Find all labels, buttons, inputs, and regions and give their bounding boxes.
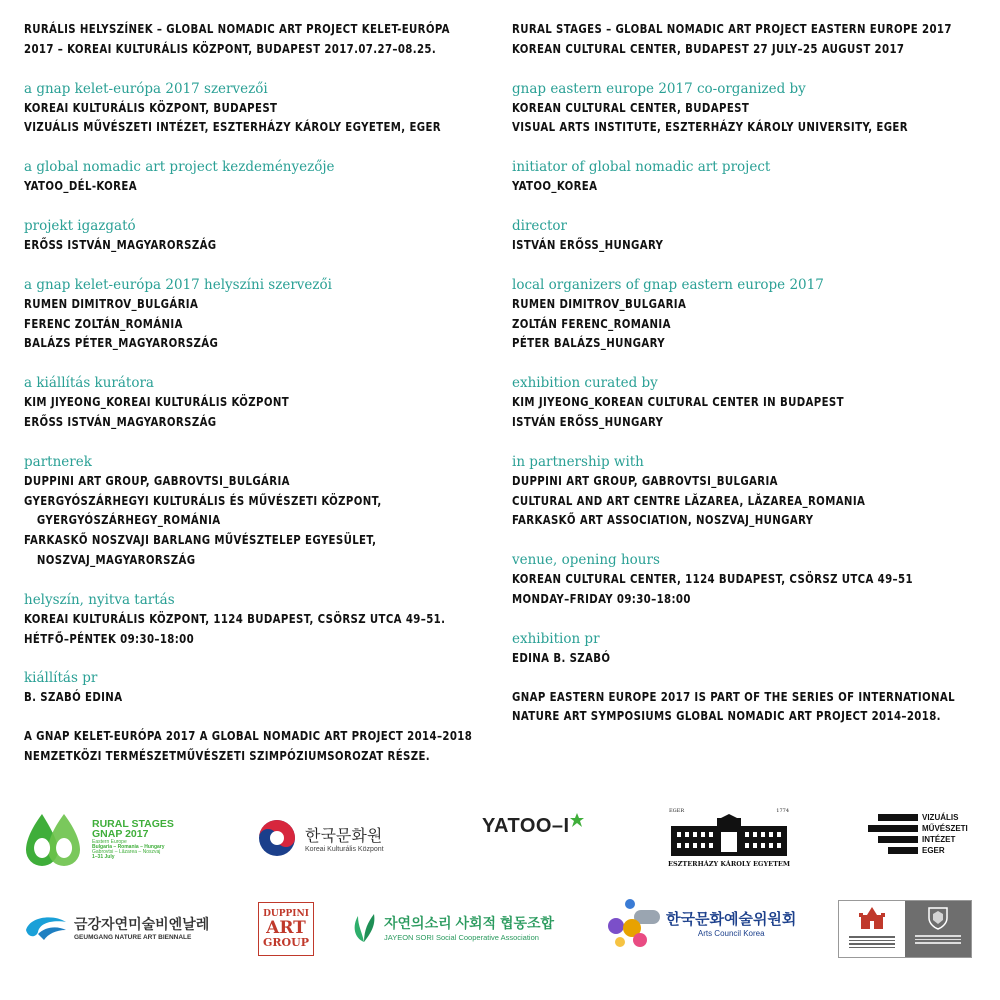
kcc-name-ko: 한국문화원 bbox=[305, 828, 383, 845]
left-section-partners bbox=[24, 452, 494, 571]
duppini-line: ART bbox=[266, 918, 306, 938]
section-label: local organizers of gnap eastern europe 2017 bbox=[512, 276, 824, 293]
section-label: exhibition pr bbox=[512, 630, 600, 647]
geumgang-name-en: GEUMGANG NATURE ART BIENNALE bbox=[74, 933, 192, 941]
vizualis-line: MŰVÉSZETI bbox=[922, 824, 968, 833]
arko-name-ko: 한국문화예술위원회 bbox=[666, 911, 797, 928]
yatoo-name: YATOO–I bbox=[482, 815, 570, 837]
left-section-venue bbox=[24, 590, 494, 650]
section-line: ERŐSS ISTVÁN_MAGYARORSZÁG bbox=[24, 237, 217, 252]
arko-text bbox=[666, 908, 796, 938]
section-label: a kiállítás kurátora bbox=[24, 375, 154, 392]
eszterhazy-logo bbox=[668, 808, 790, 868]
yatoo-logo bbox=[482, 815, 584, 838]
section-label: kiállítás pr bbox=[24, 670, 98, 687]
section-label: a gnap kelet-európa 2017 szervezői bbox=[24, 80, 268, 97]
section-line: HÉTFŐ–PÉNTEK 09:30–18:00 bbox=[24, 631, 195, 646]
kcc-logo bbox=[257, 818, 384, 858]
section-label: venue, opening hours bbox=[512, 552, 660, 569]
section-line: ISTVÁN ERŐSS_HUNGARY bbox=[512, 237, 664, 252]
taegeuk-icon bbox=[257, 818, 297, 858]
eszterhazy-name: ESZTERHÁZY KÁROLY EGYETEM bbox=[668, 860, 791, 868]
kcc-text bbox=[305, 823, 384, 853]
section-line: RUMEN DIMITROV_BULGARIA bbox=[512, 296, 687, 311]
rural-stages-title: RURAL STAGES bbox=[92, 817, 174, 830]
section-label: exhibition curated by bbox=[512, 375, 658, 392]
leaf-drops-icon bbox=[24, 808, 86, 870]
right-section-partners bbox=[512, 452, 982, 531]
rural-stages-text bbox=[92, 819, 174, 860]
rural-stages-sub: Eastern Europe bbox=[92, 838, 127, 845]
section-line: DUPPINI ART GROUP, GABROVTSI_BULGARIA bbox=[512, 473, 778, 488]
section-label: partnerek bbox=[24, 453, 92, 470]
building-icon bbox=[669, 814, 789, 858]
footer-line: GNAP EASTERN EUROPE 2017 IS PART OF THE SERIES OF INTERNATIONAL bbox=[512, 689, 955, 704]
wave-icon bbox=[24, 912, 68, 942]
romanian-partner-right bbox=[905, 901, 971, 957]
section-label: projekt igazgató bbox=[24, 217, 136, 234]
vizualis-text bbox=[922, 812, 968, 856]
geumgang-text bbox=[74, 914, 209, 941]
left-header-line: 2017 – KOREAI KULTURÁLIS KÖZPONT, BUDAPEST 2017.07.27–08.25. bbox=[24, 41, 437, 56]
left-section-local-organizers bbox=[24, 275, 494, 354]
rural-stages-gnap: GNAP 2017 bbox=[92, 828, 149, 840]
romanian-partner-left bbox=[839, 901, 905, 957]
english-column bbox=[512, 20, 982, 746]
right-section-organizers bbox=[512, 79, 982, 139]
section-line: VISUAL ARTS INSTITUTE, ESZTERHÁZY KÁROLY UNIVERSITY, EGER bbox=[512, 120, 908, 135]
castle-icon bbox=[857, 907, 887, 931]
left-section-pr bbox=[24, 668, 494, 708]
vizualis-line: VIZUÁLIS bbox=[922, 813, 959, 822]
section-label: helyszín, nyitva tartás bbox=[24, 591, 175, 608]
duppini-line: GROUP bbox=[263, 936, 309, 949]
hungarian-column bbox=[24, 20, 494, 786]
left-header bbox=[24, 20, 494, 60]
section-line: KOREAI KULTURÁLIS KÖZPONT, 1124 BUDAPEST, CSÖRSZ UTCA 49–51. bbox=[24, 611, 446, 626]
arko-logo bbox=[606, 898, 796, 948]
section-line: VIZUÁLIS MŰVÉSZETI INTÉZET, ESZTERHÁZY KÁROLY EGYETEM, EGER bbox=[24, 120, 442, 135]
footer-line: NATURE ART SYMPOSIUMS GLOBAL NOMADIC ART PROJECT 2014–2018. bbox=[512, 709, 941, 724]
footer-line: NEMZETKÖZI TERMÉSZETMŰVÉSZETI SZIMPÓZIUMSOROZAT RÉSZE. bbox=[24, 748, 431, 763]
vizualis-logo bbox=[868, 812, 968, 856]
sprout-icon bbox=[350, 910, 378, 944]
color-dots-icon bbox=[606, 898, 664, 948]
right-section-curators bbox=[512, 373, 982, 433]
section-line: PÉTER BALÁZS_HUNGARY bbox=[512, 336, 665, 351]
duppini-logo bbox=[258, 902, 314, 956]
section-label: a global nomadic art project kezdeményezője bbox=[24, 159, 335, 176]
section-line: KOREAI KULTURÁLIS KÖZPONT, BUDAPEST bbox=[24, 100, 278, 115]
right-section-local-organizers bbox=[512, 275, 982, 354]
eszterhazy-year-left: EGER bbox=[669, 808, 685, 814]
jayeon-name-ko: 자연의소리 사회적 협동조합 bbox=[384, 914, 555, 931]
left-header-line: RURÁLIS HELYSZÍNEK – GLOBAL NOMADIC ART PROJECT KELET-EURÓPA bbox=[24, 22, 450, 36]
section-line: KIM JIYEONG_KOREAN CULTURAL CENTER IN BUDAPEST bbox=[512, 395, 844, 410]
section-line: RUMEN DIMITROV_BULGÁRIA bbox=[24, 296, 199, 311]
section-line: GYERGYÓSZÁRHEGY_ROMÁNIA bbox=[36, 513, 221, 528]
left-section-initiator bbox=[24, 157, 494, 197]
section-line: BALÁZS PÉTER_MAGYARORSZÁG bbox=[24, 336, 219, 351]
section-line: ZOLTÁN FERENC_ROMANIA bbox=[512, 316, 671, 331]
vizualis-line: INTÉZET bbox=[922, 835, 956, 844]
right-footer bbox=[512, 688, 982, 728]
section-line: KIM JIYEONG_KOREAI KULTURÁLIS KÖZPONT bbox=[24, 395, 290, 410]
section-line: NOSZVAJ_MAGYARORSZÁG bbox=[36, 552, 196, 567]
jayeon-sori-logo bbox=[350, 910, 554, 944]
right-header-line: KOREAN CULTURAL CENTER, BUDAPEST 27 JULY–25 AUGUST 2017 bbox=[512, 41, 905, 56]
shield-icon bbox=[927, 906, 949, 930]
footer-line: A GNAP KELET-EURÓPA 2017 A GLOBAL NOMADIC ART PROJECT 2014–2018 bbox=[24, 729, 473, 744]
arko-name-en: Arts Council Korea bbox=[697, 929, 765, 938]
rural-stages-sub: Gabrovtsi – Lăzarea – Noszvaj bbox=[92, 848, 161, 855]
eszterhazy-year-right: 1774 bbox=[776, 808, 790, 814]
section-line: B. SZABÓ EDINA bbox=[24, 690, 123, 705]
left-footer bbox=[24, 727, 494, 767]
jayeon-text bbox=[384, 913, 554, 942]
section-label: gnap eastern europe 2017 co-organized by bbox=[512, 80, 806, 97]
left-section-director bbox=[24, 216, 494, 256]
section-line: MONDAY–FRIDAY 09:30–18:00 bbox=[512, 591, 691, 606]
section-line: YATOO_KOREA bbox=[512, 179, 598, 194]
section-line: EDINA B. SZABÓ bbox=[512, 650, 611, 665]
geumgang-logo bbox=[24, 912, 209, 942]
section-line: YATOO_DÉL-KOREA bbox=[24, 179, 137, 194]
section-line: CULTURAL AND ART CENTRE LĂZAREA, LĂZAREA_ROMANIA bbox=[512, 493, 866, 508]
duppini-line: DUPPINI bbox=[263, 909, 309, 919]
section-label: a gnap kelet-európa 2017 helyszíni szervezői bbox=[24, 276, 332, 293]
section-line: KOREAN CULTURAL CENTER, BUDAPEST bbox=[512, 100, 750, 115]
right-section-pr bbox=[512, 629, 982, 669]
maple-leaf-icon bbox=[570, 813, 584, 827]
geumgang-name-ko: 금강자연미술비엔날레 bbox=[74, 915, 210, 932]
rural-stages-logo bbox=[24, 808, 174, 870]
right-section-venue bbox=[512, 550, 982, 610]
right-header-line: RURAL STAGES – GLOBAL NOMADIC ART PROJECT EASTERN EUROPE 2017 bbox=[512, 22, 952, 36]
romanian-partner-logo bbox=[838, 900, 972, 958]
section-line: FARKASKŐ ART ASSOCIATION, NOSZVAJ_HUNGARY bbox=[512, 513, 814, 528]
left-section-curators bbox=[24, 373, 494, 433]
section-line: KOREAN CULTURAL CENTER, 1124 BUDAPEST, CSÖRSZ UTCA 49–51 bbox=[512, 572, 913, 587]
right-header bbox=[512, 20, 982, 60]
section-line: ERŐSS ISTVÁN_MAGYARORSZÁG bbox=[24, 414, 217, 429]
rural-stages-sub: Bulgaria – Romania – Hungary bbox=[92, 843, 165, 850]
section-label: in partnership with bbox=[512, 453, 644, 470]
section-line: DUPPINI ART GROUP, GABROVTSI_BULGÁRIA bbox=[24, 473, 290, 488]
vizualis-line: EGER bbox=[922, 846, 945, 855]
rural-stages-sub: 1–31 July bbox=[92, 853, 115, 860]
jayeon-name-en: JAYEON SORI Social Cooperative Association bbox=[384, 932, 539, 942]
section-line: FERENC ZOLTÁN_ROMÁNIA bbox=[24, 316, 183, 331]
section-line: ISTVÁN ERŐSS_HUNGARY bbox=[512, 414, 664, 429]
section-line: FARKASKŐ NOSZVAJI BARLANG MŰVÉSZTELEP EGYESÜLET, bbox=[24, 533, 377, 548]
section-label: initiator of global nomadic art project bbox=[512, 159, 771, 176]
kcc-name-hu: Koreai Kulturális Központ bbox=[305, 846, 384, 853]
right-section-initiator bbox=[512, 157, 982, 197]
stripes-icon bbox=[868, 812, 918, 856]
right-section-director bbox=[512, 216, 982, 256]
left-section-organizers bbox=[24, 79, 494, 139]
section-label: director bbox=[512, 217, 567, 234]
section-line: GYERGYÓSZÁRHEGYI KULTURÁLIS ÉS MŰVÉSZETI KÖZPONT, bbox=[24, 493, 382, 508]
